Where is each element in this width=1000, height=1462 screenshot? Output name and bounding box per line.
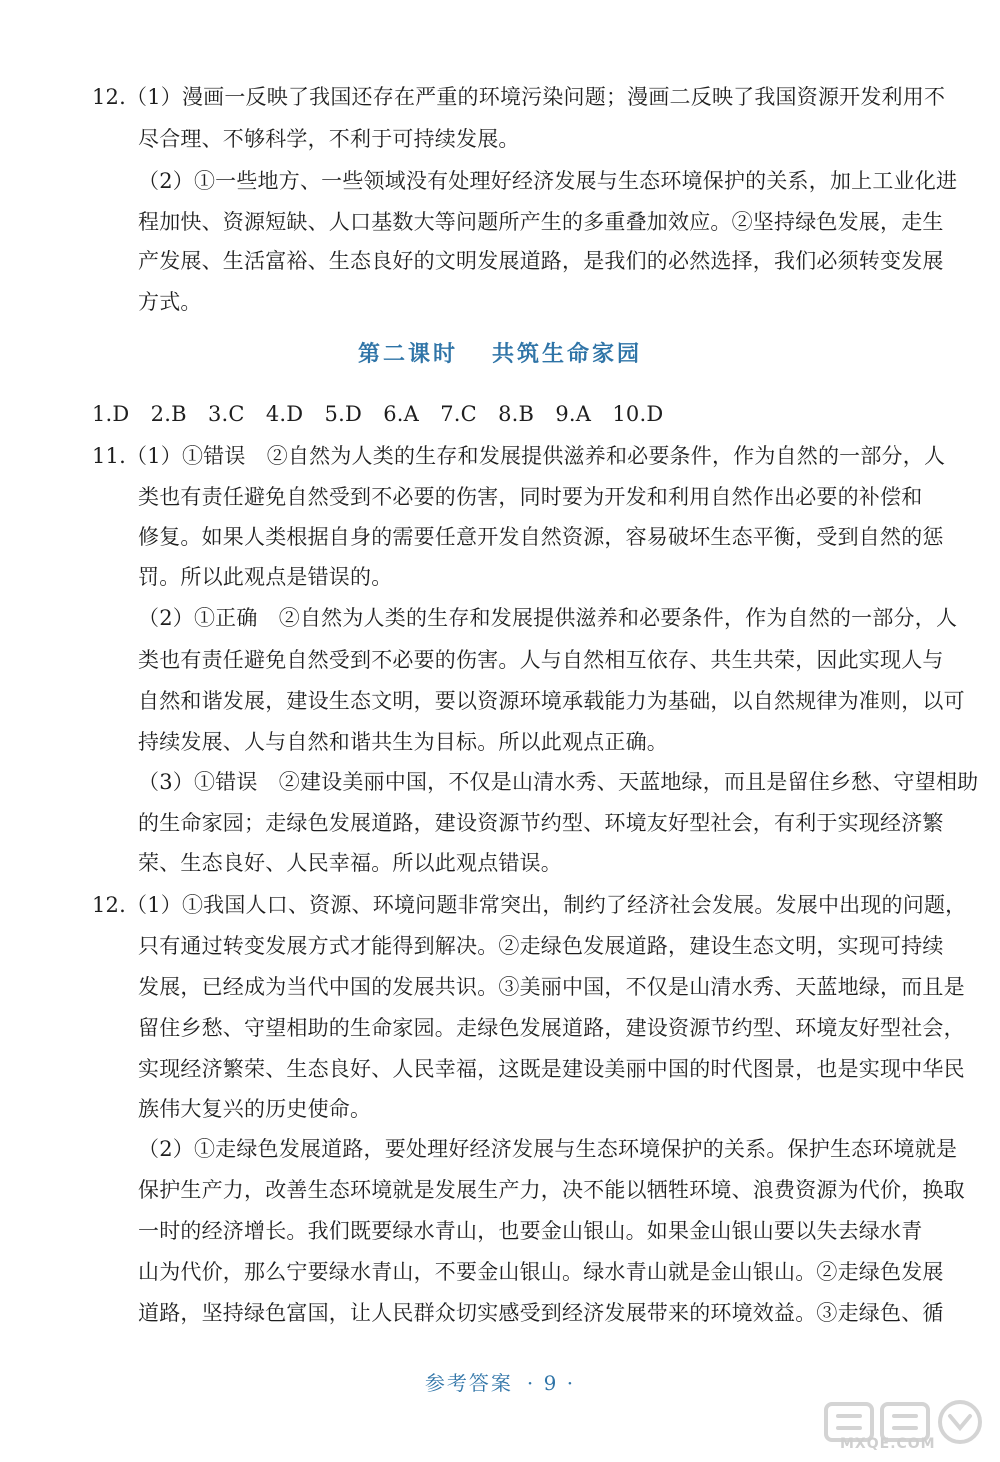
text-line: 山为代价，那么宁要绿水青山，不要金山银山。绿水青山就是金山银山。②走绿色发展 xyxy=(138,1260,944,1284)
text-line: 程加快、资源短缺、人口基数大等问题所产生的多重叠加效应。②坚持绿色发展，走生 xyxy=(138,210,944,234)
text-line: 道路，坚持绿色富国，让人民群众切实感受到经济发展带来的环境效益。③走绿色、循 xyxy=(138,1301,944,1325)
text-line: 罚。所以此观点是错误的。 xyxy=(138,565,393,589)
text-line: 的生命家园；走绿色发展道路，建设资源节约型、环境友好型社会，有利于实现经济繁 xyxy=(138,811,944,835)
watermark-text: MXQE.COM xyxy=(840,1436,936,1452)
text-line: 类也有责任避免自然受到不必要的伤害，同时要为开发和利用自然作出必要的补偿和 xyxy=(138,485,923,509)
page-number: · 9 · xyxy=(526,1371,576,1395)
text-line: （2）①走绿色发展道路，要处理好经济发展与生态环境保护的关系。保护生态环境就是 xyxy=(138,1137,958,1161)
text-line: 荣、生态良好、人民幸福。所以此观点错误。 xyxy=(138,851,562,875)
text-line: （2）①正确 ②自然为人类的生存和发展提供滋养和必要条件，作为自然的一部分，人 xyxy=(138,606,958,630)
text-line: 方式。 xyxy=(138,290,202,314)
text-line: 持续发展、人与自然和谐共生为目标。所以此观点正确。 xyxy=(138,730,668,754)
lesson-label: 第二课时 xyxy=(357,342,458,367)
text-line: 只有通过转变发展方式才能得到解决。②走绿色发展道路，建设生态文明，实现可持续 xyxy=(138,934,944,958)
text-line: 产发展、生活富裕、生态良好的文明发展道路，是我们的必然选择，我们必须转变发展 xyxy=(138,249,944,273)
text-line: 自然和谐发展，建设生态文明，要以资源环境承载能力为基础，以自然规律为准则，以可 xyxy=(138,689,965,713)
text-line: 11.（1）①错误 ②自然为人类的生存和发展提供滋养和必要条件，作为自然的一部分，人 xyxy=(92,444,946,468)
text-line: 保护生产力，改善生态环境就是发展生产力，决不能以牺牲环境、浪费资源为代价，换取 xyxy=(138,1178,965,1202)
text-line: 修复。如果人类根据自身的需要任意开发自然资源，容易破坏生态平衡，受到自然的惩 xyxy=(138,525,944,549)
text-line: 12.（1）漫画一反映了我国还存在严重的环境污染问题；漫画二反映了我国资源开发利用不 xyxy=(92,85,946,109)
page-footer xyxy=(0,1367,1000,1396)
text-line: 一时的经济增长。我们既要绿水青山，也要金山银山。如果金山银山要以失去绿水青 xyxy=(138,1219,923,1243)
section-heading xyxy=(0,337,1000,368)
footer-label: 参考答案 xyxy=(424,1371,513,1395)
text-line: 发展，已经成为当代中国的发展共识。③美丽中国，不仅是山清水秀、天蓝地绿，而且是 xyxy=(138,975,965,999)
text-line: （2）①一些地方、一些领域没有处理好经济发展与生态环境保护的关系，加上工业化进 xyxy=(138,169,958,193)
text-line: 尽合理、不够科学，不利于可持续发展。 xyxy=(138,127,520,151)
text-line: 12.（1）①我国人口、资源、环境问题非常突出，制约了经济社会发展。发展中出现的问题， xyxy=(92,893,967,917)
text-line: 实现经济繁荣、生态良好、人民幸福，这既是建设美丽中国的时代图景，也是实现中华民 xyxy=(138,1057,965,1081)
text-line: 类也有责任避免自然受到不必要的伤害。人与自然相互依存、共生共荣，因此实现人与 xyxy=(138,648,944,672)
text-line: 留住乡愁、守望相助的生命家园。走绿色发展道路，建设资源节约型、环境友好型社会， xyxy=(138,1016,965,1040)
choice-answers: 1.D 2.B 3.C 4.D 5.D 6.A 7.C 8.B 9.A 10.D xyxy=(92,402,664,426)
text-line: 族伟大复兴的历史使命。 xyxy=(138,1097,372,1121)
text-line: （3）①错误 ②建设美丽中国，不仅是山清水秀、天蓝地绿，而且是留住乡愁、守望相助 xyxy=(138,770,979,794)
lesson-topic: 共筑生命家园 xyxy=(492,342,643,367)
